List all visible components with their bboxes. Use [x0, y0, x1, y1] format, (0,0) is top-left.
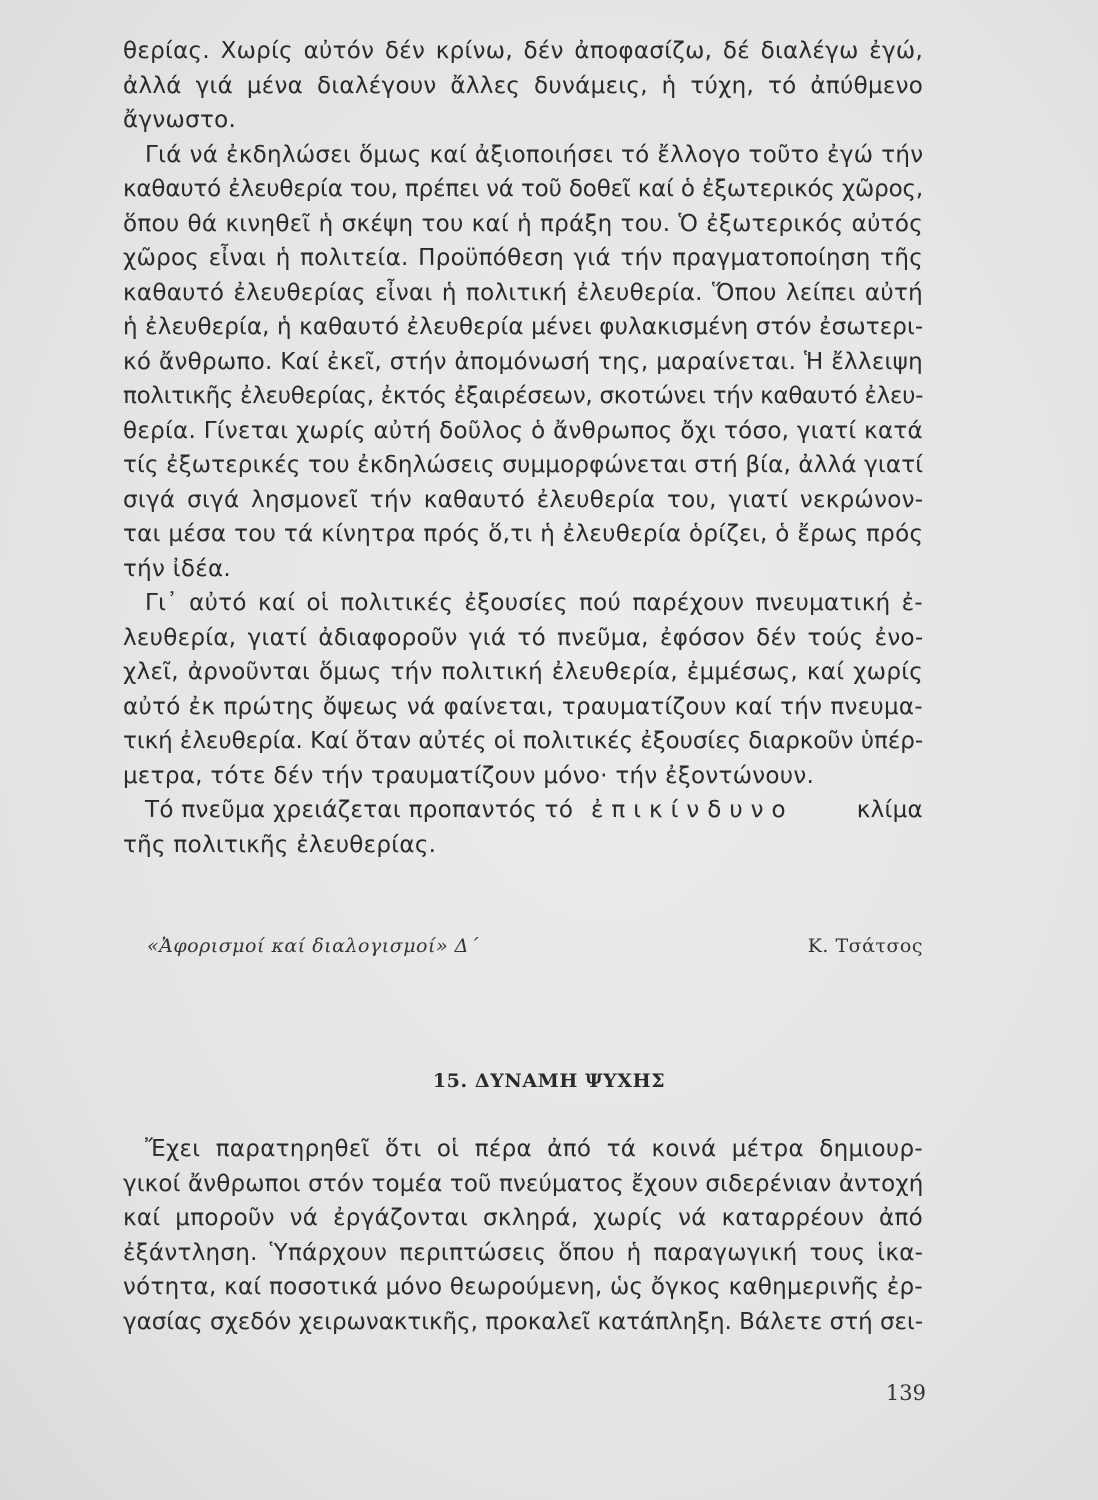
text-line: γασίας σχεδόν χειρωνακτικῆς, προκαλεῖ κατάπληξη. Βάλετε στή σει- — [123, 1308, 923, 1335]
text-line: σιγά σιγά λησμονεῖ τήν καθαυτό ἐλευθερία του, γιατί νεκρώνον- — [123, 486, 924, 513]
text-line: νότητα, καί ποσοτικά μόνο θεωρούμενη, ὡς ὄγκος καθημερινῆς ἐρ- — [123, 1274, 923, 1300]
text-fragment: κλίμα — [856, 797, 923, 823]
text-line: θερίας. Χωρίς αὐτόν δέν κρίνω, δέν ἀποφασίζω, δέ διαλέγω ἐγώ, — [123, 38, 924, 64]
text-line: μετρα, τότε δέν τήν τραυματίζουν μόνο· τήν ἐξοντώνουν. — [123, 762, 815, 789]
text-block-bottom — [123, 1132, 923, 1339]
text-line-emphasis — [123, 793, 923, 828]
text-line: Ἔχει παρατηρηθεῖ ὅτι οἱ πέρα ἀπό τά κοινά μέτρα δημιουρ- — [145, 1136, 923, 1162]
text-block-top — [123, 34, 923, 862]
text-line: χλεῖ, ἀρνοῦνται ὅμως τήν πολιτική ἐλευθερία, ἐμμέσως, καί χωρίς — [123, 659, 924, 685]
text-line: χῶρος εἶναι ἡ πολιτεία. Προϋπόθεση γιά τήν πραγματοποίηση τῆς — [123, 245, 923, 271]
text-fragment: Τό πνεῦμα χρειάζεται προπαντός τό — [145, 797, 574, 823]
text-line: τῆς πολιτικῆς ἐλευθερίας. — [123, 831, 437, 858]
text-line: καθαυτό ἐλευθερία του, πρέπει νά τοῦ δοθεῖ καί ὁ ἐξωτερικός χῶρος, — [123, 176, 923, 202]
spaced-emphasis-word: ἐπικίνδυνο — [591, 797, 794, 823]
text-line: καθαυτό ἐλευθερίας εἶναι ἡ πολιτική ἐλευθερία. Ὅπου λείπει αὐτή — [123, 279, 924, 306]
text-line: ἡ ἐλευθερία, ἡ καθαυτό ἐλευθερία μένει φυλακισμένη στόν ἐσωτερι- — [123, 314, 924, 340]
text-line: θερία. Γίνεται χωρίς αὐτή δοῦλος ὁ ἄνθρωπος ὄχι τόσο, γιατί κατά — [123, 417, 923, 444]
citation-author: Κ. Τσάτσος — [807, 935, 923, 957]
page-number: 139 — [885, 1381, 926, 1405]
text-line: καί μποροῦν νά ἐργάζονται σκληρά, χωρίς νά καταρρέουν ἀπό — [123, 1205, 923, 1231]
text-line: Γιά νά ἐκδηλώσει ὅμως καί ἀξιοποιήσει τό ἔλλογο τοῦτο ἐγώ τήν — [145, 141, 924, 168]
text-line: τική ἐλευθερία. Καί ὅταν αὐτές οἱ πολιτικές ἐξουσίες διαρκοῦν ὑπέρ- — [123, 728, 924, 754]
text-line: ὅπου θά κινηθεῖ ἡ σκέψη του καί ἡ πράξη του. Ὁ ἐξωτερικός αὐτός — [123, 210, 923, 237]
text-line: τίς ἐξωτερικές του ἐκδηλώσεις συμμορφώνεται στή βία, ἀλλά γιατί — [123, 452, 924, 478]
citation-source: «Ἀφορισμοί καί διαλογισμοί» Δ΄ — [147, 935, 479, 957]
text-line: τήν ἰδέα. — [123, 555, 232, 582]
text-line: ται μέσα του τά κίνητρα πρός ὅ,τι ἡ ἐλευθερία ὁρίζει, ὁ ἔρως πρός — [123, 521, 924, 547]
text-line: ἐξάντληση. Ὑπάρχουν περιπτώσεις ὅπου ἡ παραγωγική τους ἱκα- — [123, 1239, 924, 1266]
text-line: αὐτό ἐκ πρώτης ὄψεως νά φαίνεται, τραυματίζουν καί τήν πνευμα- — [123, 693, 923, 720]
text-line: ἄγνωστο. — [123, 107, 237, 133]
text-line: πολιτικῆς ἐλευθερίας, ἐκτός ἐξαιρέσεων, σκοτώνει τήν καθαυτό ἐλευ- — [123, 383, 924, 409]
section-title: 15. ΔΥΝΑΜΗ ΨΥΧΗΣ — [432, 1070, 666, 1092]
text-line: Γι᾽ αὐτό καί οἱ πολιτικές ἐξουσίες πού παρέχουν πνευματική ἐ- — [145, 590, 923, 616]
text-line: λευθερία, γιατί ἀδιαφοροῦν γιά τό πνεῦμα, ἐφόσον δέν τούς ἐνο- — [123, 624, 924, 651]
text-line: γικοί ἄνθρωποι στόν τομέα τοῦ πνεύματος ἔχουν σιδερένιαν ἀντοχή — [123, 1170, 924, 1197]
text-line: ἀλλά γιά μένα διαλέγουν ἄλλες δυνάμεις, ἡ τύχη, τό ἀπύθμενο — [123, 72, 924, 99]
text-line: κό ἄνθρωπο. Καί ἐκεῖ, στήν ἀπομόνωσή της, μαραίνεται. Ἡ ἔλλειψη — [123, 348, 923, 375]
